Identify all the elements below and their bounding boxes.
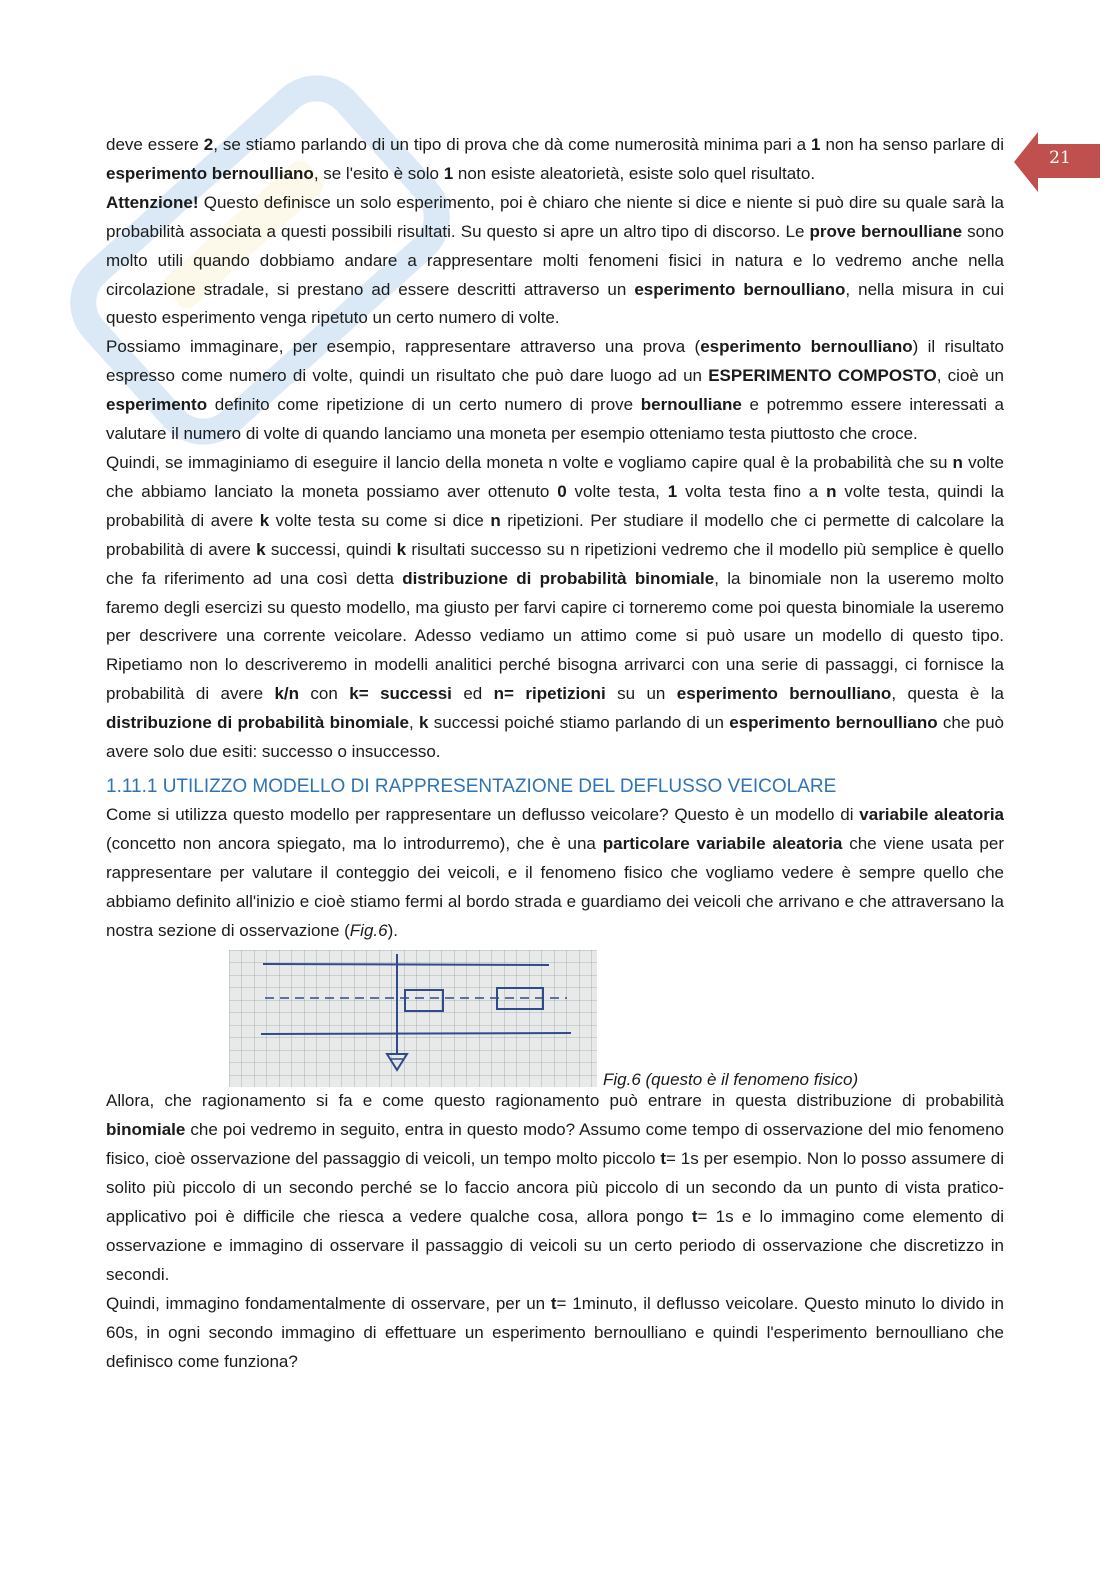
italic-ref: Fig.6 xyxy=(349,920,388,940)
bold-term: n xyxy=(826,481,837,501)
bold-term: n xyxy=(490,510,501,530)
paragraph: Possiamo immaginare, per esempio, rappresentare attraverso una prova (esperimento bernoulliano) il risultato espresso come numero di volte, quindi un risultato che può dare luogo ad un ESPERIMENTO COMPOSTO, cioè un esperimento definito come ripetizione di un certo numero di prove bernoulliane e potremmo essere interessati a valutare il numero di volte di quando lanciamo una moneta per esempio otteniamo testa piuttosto che croce. xyxy=(106,337,1004,444)
bold-term: t xyxy=(660,1149,667,1169)
bold-term: t xyxy=(691,1207,698,1227)
bold-term: distribuzione di probabilità binomiale xyxy=(402,568,715,588)
bold-term: esperimento bernoulliano xyxy=(676,684,892,704)
bold-term: 2 xyxy=(203,135,214,154)
paragraph: Quindi, se immaginiamo di eseguire il lancio della moneta n volte e vogliamo capire qual è la probabilità che su n volte che abbiamo lanciato la moneta possiamo aver ottenuto 0 volte testa, 1 volta testa fino a n volte testa, quindi la probabilità di avere k volte testa su come si dice n ripetizioni. Per studiare il modello che ci permette di calcolare la probabilità di avere k successi, quindi k risultati successo su n ripetizioni vedremo che il modello più semplice è quello che fa riferimento ad una così detta distribuzione di probabilità binomiale, la binomiale non la useremo molto faremo degli esercizi su questo modello, ma giusto per farvi capire ci torneremo come poi questa binomiale la useremo per descrivere una corrente veicolare. Adesso vediamo un attimo come si può usare un modello di questo tipo. Ripetiamo non lo descriveremo in modelli analitici perché bisogna arrivarci con una serie di passaggi, ci fornisce la probabilità di avere k/n con k= successi ed n= ripetizioni su un esperimento bernoulliano, questa è la distribuzione di probabilità binomiale, k successi poiché stiamo parlando di un esperimento bernoulliano che può avere solo due esiti: successo o insuccesso. xyxy=(106,452,1005,762)
page-number: 21 xyxy=(1049,148,1071,168)
bold-term: bernoulliane xyxy=(640,395,742,415)
bold-term: t xyxy=(550,1293,557,1313)
page-content xyxy=(106,131,1004,1377)
paragraph: Allora, che ragionamento si fa e come questo ragionamento può entrare in questa distribuzione di probabilità binomiale che poi vedremo in seguito, entra in questo modo? Assumo come tempo di osservazione del mio fenomeno fisico, cioè osservazione del passaggio di veicoli, un tempo molto piccolo t= 1s per esempio. Non lo posso assumere di solito più piccolo di un secondo perché se lo faccio ancora più piccolo di un secondo da un punto di vista pratico-applicativo poi è difficile che riesca a vedere qualche cosa, allora pongo t= 1s e lo immagino come elemento di osservazione e immagino di osservare il passaggio di veicoli su un certo periodo di osservazione che discretizzo in secondi. xyxy=(106,1091,1005,1284)
bold-term: prove bernoulliane xyxy=(809,221,963,241)
paragraph: Quindi, immagino fondamentalmente di osservare, per un t= 1minuto, il deflusso veicolare. Questo minuto lo divido in 60s, in ogni secondo immagino di effettuare un esperimento bernoulliano e quindi l'esperimento bernoulliano che definisco come funziona? xyxy=(106,1293,1004,1371)
bold-term: Attenzione! xyxy=(106,192,199,212)
road-sketch-image xyxy=(229,950,597,1087)
paragraph: deve essere 2, se stiamo parlando di un tipo di prova che dà come numerosità minima pari a 1 non ha senso parlare di esperimento bernoulliano, se l'esito è solo 1 non esiste aleatorietà, esiste solo quel risultato. xyxy=(106,135,1004,183)
bold-term: ESPERIMENTO COMPOSTO xyxy=(708,366,937,386)
figure xyxy=(229,949,1004,1090)
bold-term: k xyxy=(256,539,266,559)
bold-term: k= successi xyxy=(349,684,452,704)
bold-term: k xyxy=(259,510,270,530)
section-heading: 1.11.1 UTILIZZO MODELLO DI RAPPRESENTAZIONE DEL DEFLUSSO VEICOLARE xyxy=(106,775,837,797)
bold-term: esperimento xyxy=(106,395,208,415)
bold-term: esperimento bernoulliano xyxy=(729,713,938,733)
bold-term: 1 xyxy=(811,135,821,154)
bold-term: 1 xyxy=(443,163,454,183)
figure-caption: Fig.6 (questo è il fenomeno fisico) xyxy=(603,1070,859,1090)
bold-term: k xyxy=(419,713,429,733)
bold-term: k xyxy=(396,539,407,559)
bold-term: k/n xyxy=(274,684,300,704)
bold-term: variabile aleatoria xyxy=(859,804,1004,824)
bold-term: 1 xyxy=(667,481,678,501)
bold-term: esperimento bernoulliano xyxy=(634,279,846,299)
bold-term: binomiale xyxy=(106,1120,186,1140)
bold-term: distribuzione di probabilità binomiale xyxy=(106,713,410,733)
bold-term: n xyxy=(952,452,963,472)
bold-term: n= ripetizioni xyxy=(493,684,606,704)
paragraph: Attenzione! Questo definisce un solo esperimento, poi è chiaro che niente si dice e niente si può dire su quale sarà la probabilità associata a questi possibili risultati. Su questo si apre un altro tipo di discorso. Le prove bernoulliane sono molto utili quando dobbiamo andare a rappresentare molti fenomeni fisici in natura e lo vedremo anche nella circolazione stradale, si prestano ad essere descritti attraverso un esperimento bernoulliano, nella misura in cui questo esperimento venga ripetuto un certo numero di volte. xyxy=(106,192,1005,328)
bold-term: particolare variabile aleatoria xyxy=(602,833,843,853)
bold-term: esperimento bernoulliano xyxy=(700,337,913,357)
bold-term: 0 xyxy=(557,481,567,501)
bold-term: esperimento bernoulliano xyxy=(106,163,314,183)
paragraph: Come si utilizza questo modello per rappresentare un deflusso veicolare? Questo è un modello di variabile aleatoria (concetto non ancora spiegato, ma lo introdurremo), che è una particolare variabile aleatoria che viene usata per rappresentare per valutare il conteggio dei veicoli, e il fenomeno fisico che vogliamo vedere è sempre quello che abbiamo definito all'inizio e cioè stiamo fermi al bordo strada e guardiamo dei veicoli che arrivano e che attraversano la nostra sezione di osservazione (Fig.6). xyxy=(106,804,1004,940)
